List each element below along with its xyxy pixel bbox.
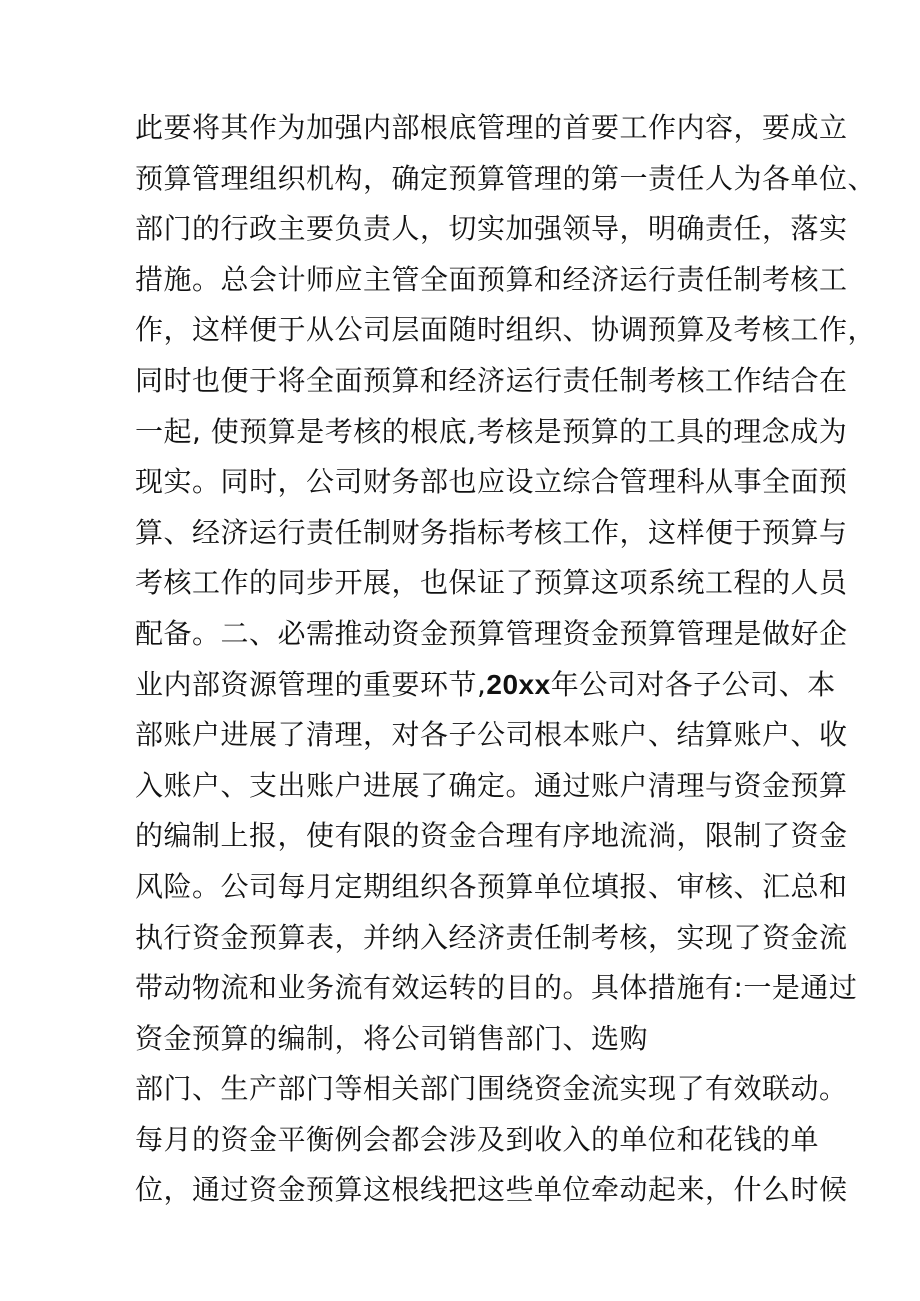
- text-line: 每月的资金平衡例会都会涉及到收入的单位和花钱的单: [135, 1122, 820, 1156]
- body-text: [135, 103, 877, 1216]
- text-line: 措施。总会计师应主管全面预算和经济运行责任制考核工: [135, 262, 848, 296]
- line-suffix: 年公司对各子公司、本: [550, 667, 836, 701]
- year-text: 20xx: [486, 668, 551, 700]
- text-line: 入账户、支出账户进展了确定。通过账户清理与资金预算: [135, 768, 848, 802]
- text-line: 算、经济运行责任制财务指标考核工作，这样便于预算与: [135, 515, 848, 549]
- text-line: 配备。二、必需推动资金预算管理资金预算管理是做好企: [135, 616, 848, 650]
- text-line: 带动物流和业务流有效运转的目的。具体措施有:一是通过: [135, 971, 858, 1005]
- text-line: 的编制上报，使有限的资金合理有序地流淌，限制了资金: [135, 819, 848, 853]
- text-line: 同时也便于将全面预算和经济运行责任制考核工作结合在: [135, 363, 848, 397]
- text-line: 考核工作的同步开展，也保证了预算这项系统工程的人员: [135, 566, 848, 600]
- text-line: 风险。公司每月定期组织各预算单位填报、审核、汇总和: [135, 869, 848, 903]
- text-line: 位，通过资金预算这根线把这些单位牵动起来，什么时候: [135, 1173, 848, 1207]
- text-line: 一起, 使预算是考核的根底,考核是预算的工具的理念成为: [135, 414, 848, 448]
- text-line: 预算管理组织机构，确定预算管理的第一责任人为各单位、: [135, 161, 877, 195]
- text-line: 现实。同时，公司财务部也应设立综合管理科从事全面预: [135, 465, 848, 499]
- text-line-with-year: [135, 660, 836, 711]
- text-line: 部门、生产部门等相关部门围绕资金流实现了有效联动。: [135, 1072, 848, 1106]
- text-line: 执行资金预算表，并纳入经济责任制考核，实现了资金流: [135, 920, 848, 954]
- text-line: 此要将其作为加强内部根底管理的首要工作内容，要成立: [135, 111, 848, 144]
- text-line: 部账户进展了清理，对各子公司根本账户、结算账户、收: [135, 718, 848, 752]
- text-line: 资金预算的编制，将公司销售部门、选购: [135, 1021, 649, 1055]
- text-line: 作，这样便于从公司层面随时组织、协调预算及考核工作，: [135, 313, 877, 347]
- line-prefix: 业内部资源管理的重要环节,: [135, 667, 487, 701]
- text-line: 部门的行政主要负责人，切实加强领导，明确责任，落实: [135, 212, 848, 246]
